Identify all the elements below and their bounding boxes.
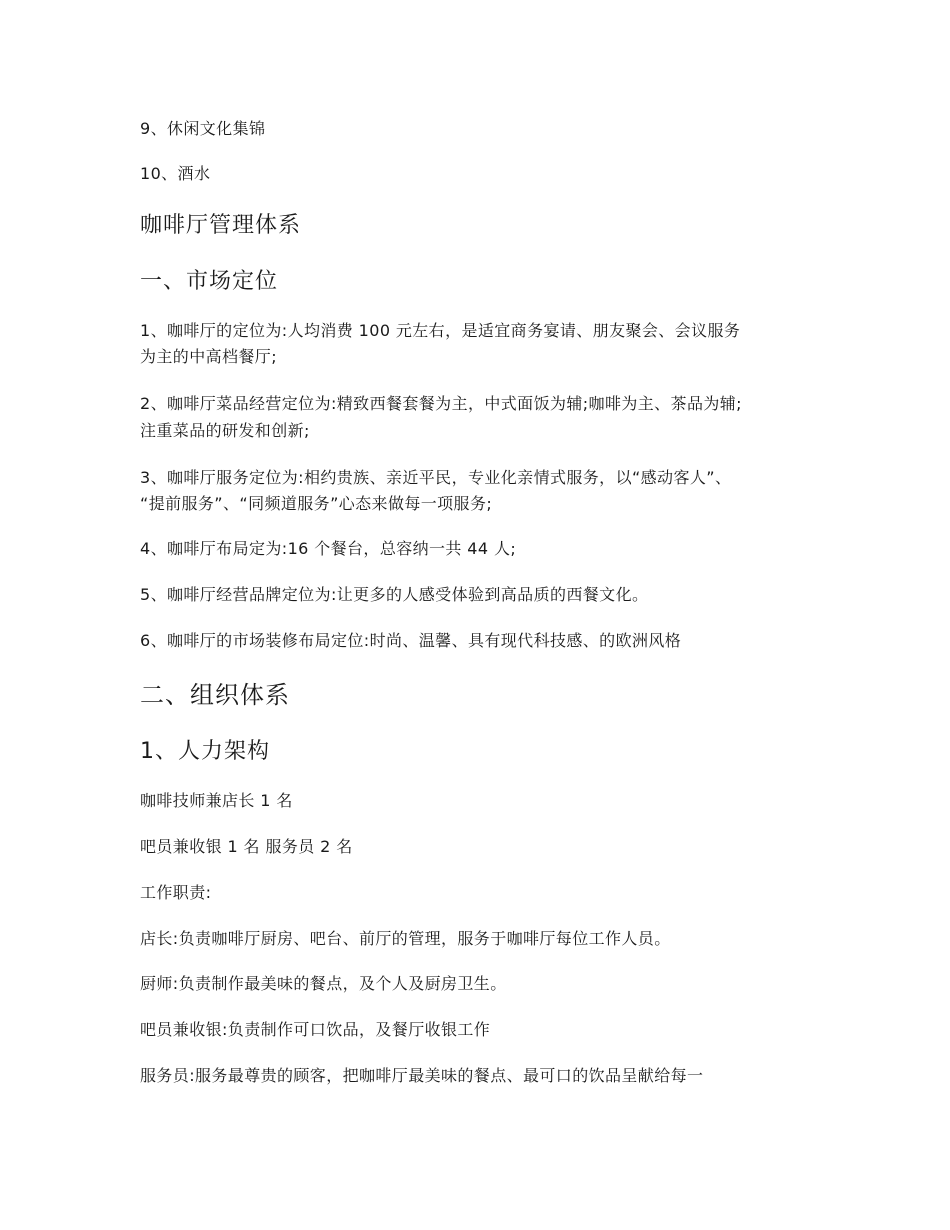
paragraph-2-line-2: 注重菜品的研发和创新;: [140, 421, 310, 440]
paragraph-1-line-2: 为主的中高档餐厅;: [140, 347, 277, 366]
document-title: 咖啡厅管理体系: [140, 213, 302, 238]
list-item-10: 10、酒水: [140, 164, 211, 183]
paragraph-6: 6、咖啡厅的市场装修布局定位:时尚、温馨、具有现代科技感、的欧洲风格: [140, 631, 682, 650]
duties-label: 工作职责:: [140, 883, 212, 902]
paragraph-3-line-1: 3、咖啡厅服务定位为:相约贵族、亲近平民，专业化亲情式服务，以“感动客人”、: [140, 468, 732, 487]
duty-manager: 店长:负责咖啡厅厨房、吧台、前厅的管理，服务于咖啡厅每位工作人员。: [140, 929, 671, 948]
paragraph-3-line-2: “提前服务”、“同频道服务”心态来做每一项服务;: [140, 494, 493, 513]
paragraph-5: 5、咖啡厅经营品牌定位为:让更多的人感受体验到高品质的西餐文化。: [140, 585, 649, 604]
list-item-9: 9、休闲文化集锦: [140, 119, 266, 138]
paragraph-2-line-1: 2、咖啡厅菜品经营定位为:精致西餐套餐为主，中式面饭为辅;咖啡为主、茶品为辅;: [140, 394, 742, 413]
section-heading-market-positioning: 一、市场定位: [140, 269, 279, 294]
duty-waiter: 服务员:服务最尊贵的顾客，把咖啡厅最美味的餐点、最可口的饮品呈献给每一: [140, 1066, 704, 1085]
section-heading-organization: 二、组织体系: [140, 681, 290, 709]
sub-heading-staffing: 1、人力架构: [140, 739, 270, 764]
staff-line-2: 吧员兼收银 1 名 服务员 2 名: [140, 837, 353, 856]
staff-line-1: 咖啡技师兼店长 1 名: [140, 791, 293, 810]
duty-bar-cashier: 吧员兼收银:负责制作可口饮品，及餐厅收银工作: [140, 1020, 491, 1039]
paragraph-4: 4、咖啡厅布局定为:16 个餐台，总容纳一共 44 人;: [140, 539, 517, 558]
paragraph-1-line-1: 1、咖啡厅的定位为:人均消费 100 元左右，是适宜商务宴请、朋友聚会、会议服务: [140, 321, 741, 340]
duty-chef: 厨师:负责制作最美味的餐点，及个人及厨房卫生。: [140, 974, 507, 993]
